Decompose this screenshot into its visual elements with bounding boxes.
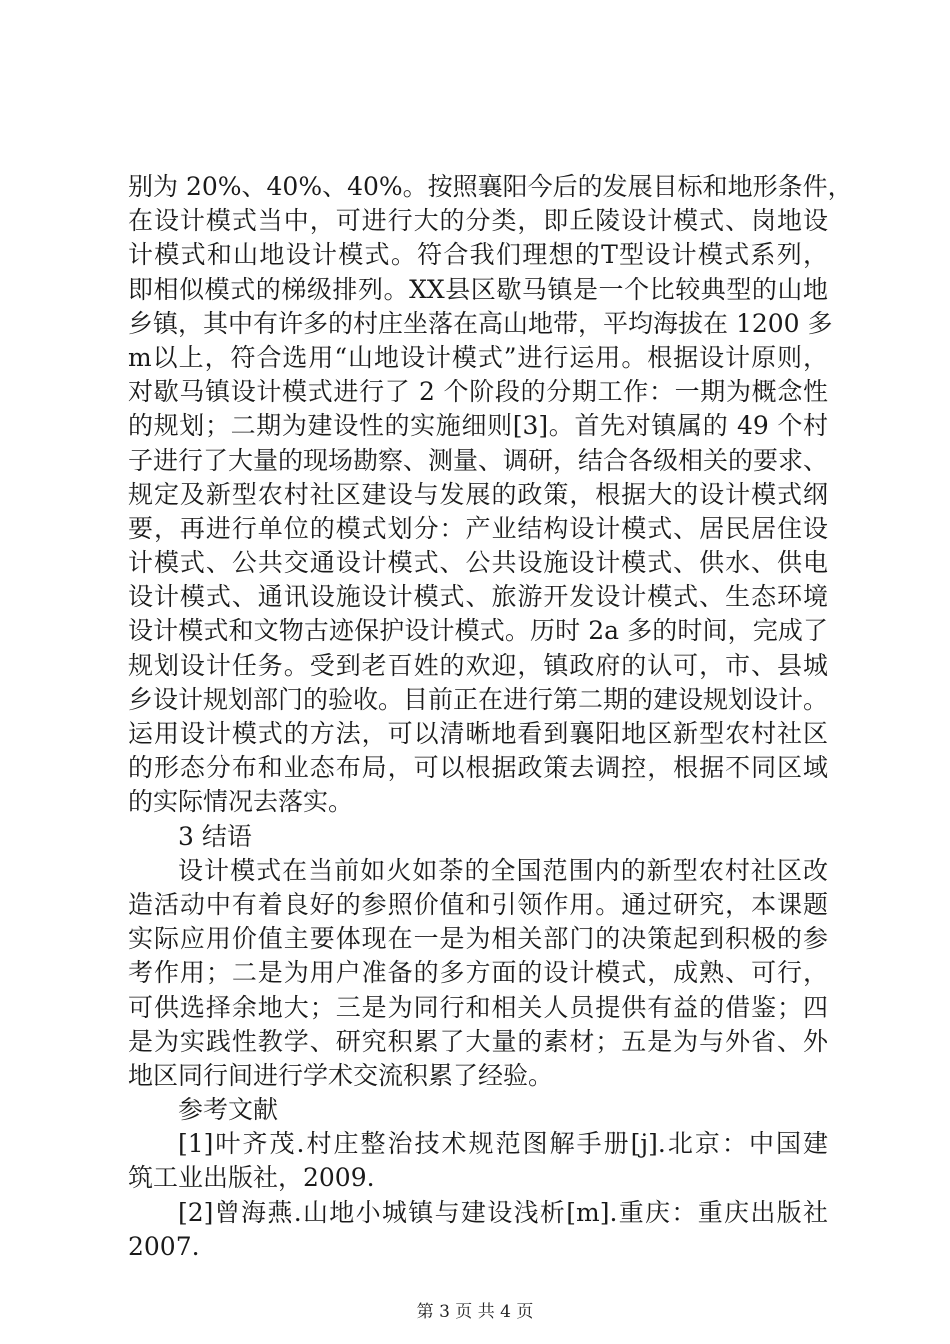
text-line: 规划设计任务。受到老百姓的欢迎，镇政府的认可，市、县城	[128, 650, 828, 680]
reference-text: [2]曾海燕.山地小城镇与建设浅析[m].重庆：重庆出版社	[178, 1197, 828, 1227]
text-line: 对歇马镇设计模式进行了 2 个阶段的分期工作：一期为概念性	[128, 377, 828, 407]
body-paragraph-1	[128, 170, 853, 820]
text-line: 规定及新型农村社区建设与发展的政策，根据大的设计模式纲	[128, 479, 828, 509]
text-line: 乡镇，其中有许多的村庄坐落在高山地带，平均海拔在 1200 多	[128, 308, 833, 338]
text-line: 别为 20%、40%、40%。按照襄阳今后的发展目标和地形条件，	[128, 172, 853, 201]
text-line: 要，再进行单位的模式划分：产业结构设计模式、居民居住设	[128, 513, 828, 543]
text-line: 运用设计模式的方法，可以清晰地看到襄阳地区新型农村社区	[128, 719, 828, 748]
text-line: 在设计模式当中，可进行大的分类，即丘陵设计模式、岗地设	[128, 206, 828, 236]
text-line: 实际应用价值主要体现在一是为相关部门的决策起到积极的参	[128, 924, 828, 954]
text-line: 设计模式在当前如火如荼的全国范围内的新型农村社区改	[178, 855, 828, 885]
text-line: 的规划；二期为建设性的实施细则[3]。首先对镇属的 49 个村	[128, 411, 828, 441]
text-line: 设计模式、通讯设施设计模式、旅游开发设计模式、生态环境	[128, 582, 828, 612]
text-line: 可供选择余地大；三是为同行和相关人员提供有益的借鉴；四	[128, 992, 828, 1022]
text-line: m以上，符合选用“山地设计模式”进行运用。根据设计原则，	[128, 342, 828, 372]
text-line: 是为实践性教学、研究积累了大量的素材；五是为与外省、外	[128, 1026, 828, 1056]
text-line: 的实际情况去落实。	[128, 787, 354, 817]
page-number-footer: 第 3 页 共 4 页	[416, 1302, 534, 1322]
reference-list	[128, 1127, 828, 1264]
body-paragraph-2	[128, 854, 828, 1093]
text-line: 计模式和山地设计模式。符合我们理想的T型设计模式系列，	[128, 240, 828, 270]
text-line: 乡设计规划部门的验收。目前正在进行第二期的建设规划设计。	[128, 684, 829, 714]
section-heading-conclusion: 3 结语	[178, 821, 252, 851]
reference-item	[128, 1196, 828, 1264]
reference-text: [1]叶齐茂.村庄整治技术规范图解手册[j].北京：中国建	[178, 1129, 828, 1159]
reference-item	[128, 1127, 828, 1195]
text-line: 造活动中有着良好的参照价值和引领作用。通过研究，本课题	[128, 889, 828, 919]
text-line: 子进行了大量的现场勘察、测量、调研，结合各级相关的要求、	[128, 445, 829, 475]
text-line: 计模式、公共交通设计模式、公共设施设计模式、供水、供电	[128, 548, 828, 578]
reference-text: 2007.	[128, 1231, 200, 1261]
text-line: 设计模式和文物古迹保护设计模式。历时 2a 多的时间，完成了	[128, 616, 828, 646]
document-body	[128, 170, 853, 1264]
section-heading-references: 参考文献	[178, 1095, 279, 1125]
text-line: 即相似模式的梯级排列。XX县区歇马镇是一个比较典型的山地	[128, 274, 828, 304]
text-line: 的形态分布和业态布局，可以根据政策去调控，根据不同区域	[128, 753, 828, 783]
reference-text: 筑工业出版社，2009.	[128, 1163, 375, 1193]
text-line: 考作用；二是为用户准备的多方面的设计模式，成熟、可行，	[128, 958, 828, 988]
text-line: 地区同行间进行学术交流积累了经验。	[128, 1060, 554, 1090]
